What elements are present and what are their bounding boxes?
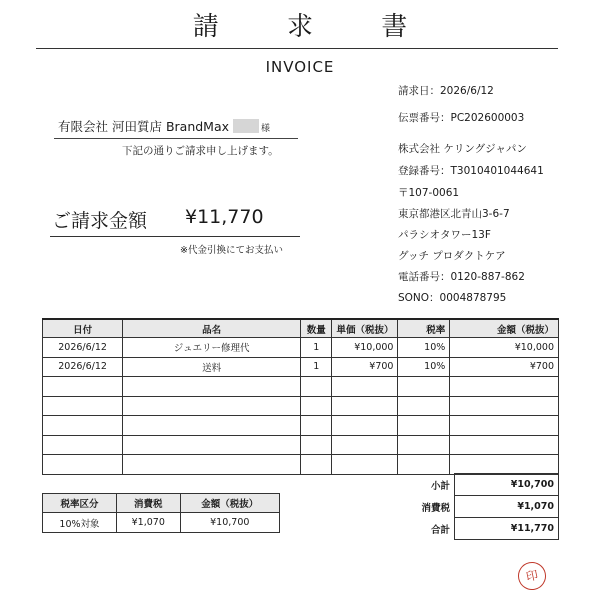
title-divider [36, 48, 558, 49]
table-row [43, 357, 559, 377]
totals-table [390, 473, 559, 540]
tax-breakdown-table [42, 493, 280, 533]
empty-row [43, 377, 559, 397]
row-unit-price: ¥700 [332, 357, 398, 377]
total-value: ¥11,770 [455, 518, 559, 540]
request-note: 下記の通りご請求申し上げます。 [122, 145, 279, 157]
tax-category: 10%対象 [43, 513, 117, 533]
redaction-box [233, 119, 259, 133]
slip-number: 伝票番号：PC202600003 [398, 112, 525, 124]
header-item-name: 品名 [123, 319, 301, 338]
total-row [390, 518, 559, 540]
header-consumption-tax: 消費税 [116, 494, 180, 513]
header-quantity: 数量 [300, 319, 331, 338]
amount-underline [50, 236, 300, 237]
items-table [42, 318, 559, 475]
document-subtitle: INVOICE [265, 58, 335, 76]
amount-label: ご請求金額 [52, 210, 148, 232]
row-quantity: 1 [300, 357, 331, 377]
row-unit-price: ¥10,000 [332, 338, 398, 358]
recipient-underline [54, 138, 298, 139]
recipient-honorific: 様 [261, 124, 271, 134]
recipient-name: 有限会社 河田質店 BrandMax [58, 119, 230, 134]
header-unit-price: 単価（税抜） [332, 319, 398, 338]
tax-amount: ¥1,070 [116, 513, 180, 533]
row-item-name: ジュエリー修理代 [123, 338, 301, 358]
subtotal-row [390, 474, 559, 496]
postal-code: 〒107-0061 [398, 187, 460, 199]
registration-number: 登録番号：T3010401044641 [398, 165, 544, 177]
row-quantity: 1 [300, 338, 331, 358]
header-taxable-amount: 金額（税抜） [180, 494, 279, 513]
row-amount: ¥10,000 [450, 338, 559, 358]
row-tax-rate: 10% [398, 338, 450, 358]
empty-row [43, 435, 559, 455]
row-amount: ¥700 [450, 357, 559, 377]
issuer-company: 株式会社 ケリングジャパン [398, 143, 527, 155]
row-date: 2026/6/12 [43, 338, 123, 358]
address-line-1: 東京都港区北青山3-6-7 [398, 208, 510, 220]
header-tax-rate: 税率 [398, 319, 450, 338]
invoice-date: 請求日：2026/6/12 [398, 85, 494, 97]
recipient [58, 117, 270, 135]
phone-number: 電話番号：0120-887-862 [398, 271, 525, 283]
tax-header-row [43, 494, 280, 513]
row-date: 2026/6/12 [43, 357, 123, 377]
tax-row [390, 496, 559, 518]
header-date: 日付 [43, 319, 123, 338]
amount-value: ¥11,770 [185, 206, 264, 228]
document-title: 請 求 書 [192, 12, 438, 42]
department: グッチ プロダクトケア [398, 250, 506, 262]
payment-note: ※代金引換にてお支払い [180, 245, 283, 256]
items-header-row [43, 319, 559, 338]
subtotal-value: ¥10,700 [455, 474, 559, 496]
address-line-2: パラシオタワー13F [398, 229, 491, 241]
table-row [43, 338, 559, 358]
header-tax-category: 税率区分 [43, 494, 117, 513]
subtotal-label: 小計 [430, 480, 450, 492]
table-row [43, 513, 280, 533]
sono-number: SONO：0004878795 [398, 292, 507, 304]
taxable-amount: ¥10,700 [180, 513, 279, 533]
empty-row [43, 455, 559, 475]
header-amount: 金額（税抜） [450, 319, 559, 338]
empty-row [43, 396, 559, 416]
empty-row [43, 416, 559, 436]
tax-label: 消費税 [421, 502, 450, 514]
company-seal: 印 [515, 559, 548, 592]
row-item-name: 送料 [123, 357, 301, 377]
total-label: 合計 [430, 524, 450, 536]
row-tax-rate: 10% [398, 357, 450, 377]
tax-value: ¥1,070 [455, 496, 559, 518]
